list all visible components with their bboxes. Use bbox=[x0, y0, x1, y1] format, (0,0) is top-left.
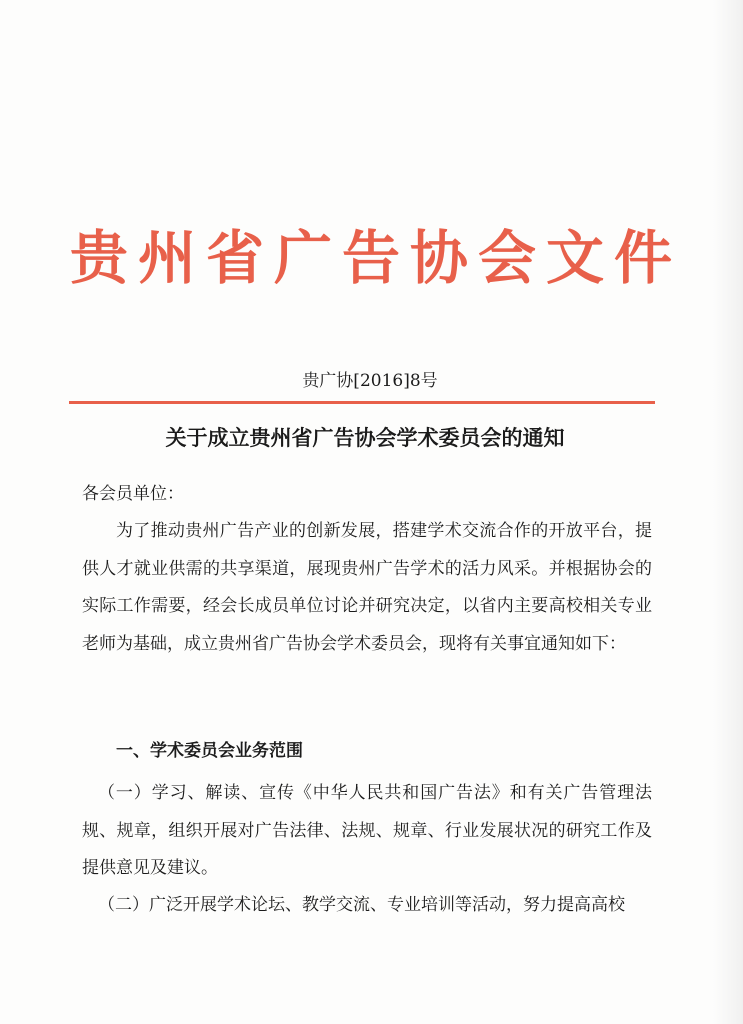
red-divider-line bbox=[69, 401, 655, 404]
salutation: 各会员单位： bbox=[82, 484, 184, 504]
list-item: （二）广泛开展学术论坛、教学交流、专业培训等活动，努力提高高校 bbox=[98, 895, 625, 915]
scan-edge-shadow bbox=[713, 0, 743, 1024]
list-item: （一）学习、解读、宣传《中华人民共和国广告法》和有关广告管理法规、规章，组织开展对广告法律、法规、规章、行业发展状况的研究工作及提供意见及建议。 bbox=[82, 783, 652, 878]
intro-paragraph: 为了推动贵州广告产业的创新发展，搭建学术交流合作的开放平台，提供人才就业供需的共享渠道，展现贵州广告学术的活力风采。并根据协会的实际工作需要，经会长成员单位讨论并研究决定，以省内主要高校相关专业老师为基础，成立贵州省广告协会学术委员会，现将有关事宜通知如下： bbox=[82, 521, 652, 654]
notice-title: 关于成立贵州省广告协会学术委员会的通知 bbox=[165, 425, 565, 450]
section-heading: 一、学术委员会业务范围 bbox=[116, 741, 303, 761]
masthead-title: 贵州省广告协会文件 bbox=[70, 224, 683, 292]
document-number: 贵广协[2016]8号 bbox=[302, 371, 438, 391]
